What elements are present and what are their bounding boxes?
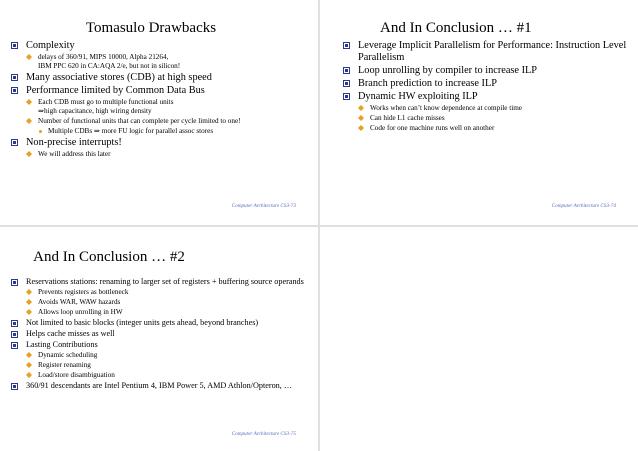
- square-bullet-icon: [11, 74, 18, 81]
- sub-sub-bullet-item: Multiple CDBs ⇒ more FU logic for parallel assoc stores: [10, 127, 310, 136]
- square-bullet-icon: [11, 139, 18, 146]
- diamond-bullet-icon: [358, 115, 364, 121]
- bullet-item: Reservations stations: renaming to larger set of registers + buffering source operands: [10, 277, 310, 287]
- sub-bullet-item: Code for one machine runs well on another: [342, 124, 630, 133]
- slide-title: And In Conclusion … #1: [380, 20, 532, 36]
- bullet-item: Not limited to basic blocks (integer units gets ahead, beyond branches): [10, 318, 310, 328]
- diamond-bullet-icon: [26, 118, 32, 124]
- dot-bullet-icon: [39, 130, 42, 133]
- square-bullet-icon: [343, 80, 350, 87]
- slide-body: [342, 40, 630, 134]
- bullet-item: Complexity: [10, 40, 310, 52]
- slide-conclusion-2: [0, 227, 318, 451]
- sub-bullet-item: delays of 360/91, MIPS 10000, Alpha 21264, IBM PPC 620 in CA:AQA 2/e, but not in silicon!: [10, 53, 310, 71]
- sub-bullet-item: Can hide L1 cache misses: [342, 114, 630, 123]
- slide-tomasulo-drawbacks: [0, 0, 318, 225]
- diamond-bullet-icon: [26, 362, 32, 368]
- slide-body: [10, 277, 310, 392]
- diamond-bullet-icon: [26, 299, 32, 305]
- square-bullet-icon: [11, 342, 18, 349]
- bullet-item: Loop unrolling by compiler to increase ILP: [342, 65, 630, 77]
- slide-footer: Computer Architecture CS3-73: [231, 203, 296, 209]
- bullet-item: Lasting Contributions: [10, 340, 310, 350]
- sub-bullet-item: Prevents registers as bottleneck: [10, 288, 310, 297]
- sub-bullet-item: We will address this later: [10, 150, 310, 159]
- square-bullet-icon: [11, 383, 18, 390]
- bullet-item: Leverage Implicit Parallelism for Performance: Instruction Level Parallelism: [342, 40, 630, 64]
- sub-bullet-item: Load/store disambiguation: [10, 371, 310, 380]
- square-bullet-icon: [11, 279, 18, 286]
- square-bullet-icon: [11, 87, 18, 94]
- bullet-item: Performance limited by Common Data Bus: [10, 85, 310, 97]
- bullet-item: Non-precise interrupts!: [10, 137, 310, 149]
- sub-bullet-item: Dynamic scheduling: [10, 351, 310, 360]
- diamond-bullet-icon: [358, 105, 364, 111]
- square-bullet-icon: [11, 42, 18, 49]
- sub-bullet-item: Number of functional units that can complete per cycle limited to one!: [10, 117, 310, 126]
- diamond-bullet-icon: [358, 125, 364, 131]
- sub-bullet-item: Avoids WAR, WAW hazards: [10, 298, 310, 307]
- slide-footer: Computer Architecture CS3-74: [551, 203, 616, 209]
- square-bullet-icon: [343, 42, 350, 49]
- square-bullet-icon: [11, 331, 18, 338]
- sub-bullet-item: Each CDB must go to multiple functional units ⇒high capacitance, high wiring density: [10, 98, 310, 116]
- square-bullet-icon: [11, 320, 18, 327]
- sub-bullet-item: Works when can’t know dependence at compile time: [342, 104, 630, 113]
- diamond-bullet-icon: [26, 352, 32, 358]
- slide-separator: [318, 227, 320, 451]
- bullet-item: Many associative stores (CDB) at high speed: [10, 72, 310, 84]
- sub-bullet-item: Allows loop unrolling in HW: [10, 308, 310, 317]
- bullet-item: Dynamic HW exploiting ILP: [342, 91, 630, 103]
- square-bullet-icon: [343, 67, 350, 74]
- slide-footer: Computer Architecture CS3-75: [231, 431, 296, 437]
- slide-title: Tomasulo Drawbacks: [85, 20, 217, 36]
- slide-conclusion-1: [320, 0, 638, 225]
- slide-body: [10, 40, 310, 160]
- slide-title: And In Conclusion … #2: [33, 249, 185, 265]
- diamond-bullet-icon: [26, 309, 32, 315]
- diamond-bullet-icon: [26, 151, 32, 157]
- diamond-bullet-icon: [26, 54, 32, 60]
- bullet-item: Helps cache misses as well: [10, 329, 310, 339]
- diamond-bullet-icon: [26, 372, 32, 378]
- diamond-bullet-icon: [26, 289, 32, 295]
- bullet-item: 360/91 descendants are Intel Pentium 4, IBM Power 5, AMD Athlon/Opteron, …: [10, 381, 310, 391]
- sub-bullet-item: Register renaming: [10, 361, 310, 370]
- square-bullet-icon: [343, 93, 350, 100]
- bullet-item: Branch prediction to increase ILP: [342, 78, 630, 90]
- diamond-bullet-icon: [26, 99, 32, 105]
